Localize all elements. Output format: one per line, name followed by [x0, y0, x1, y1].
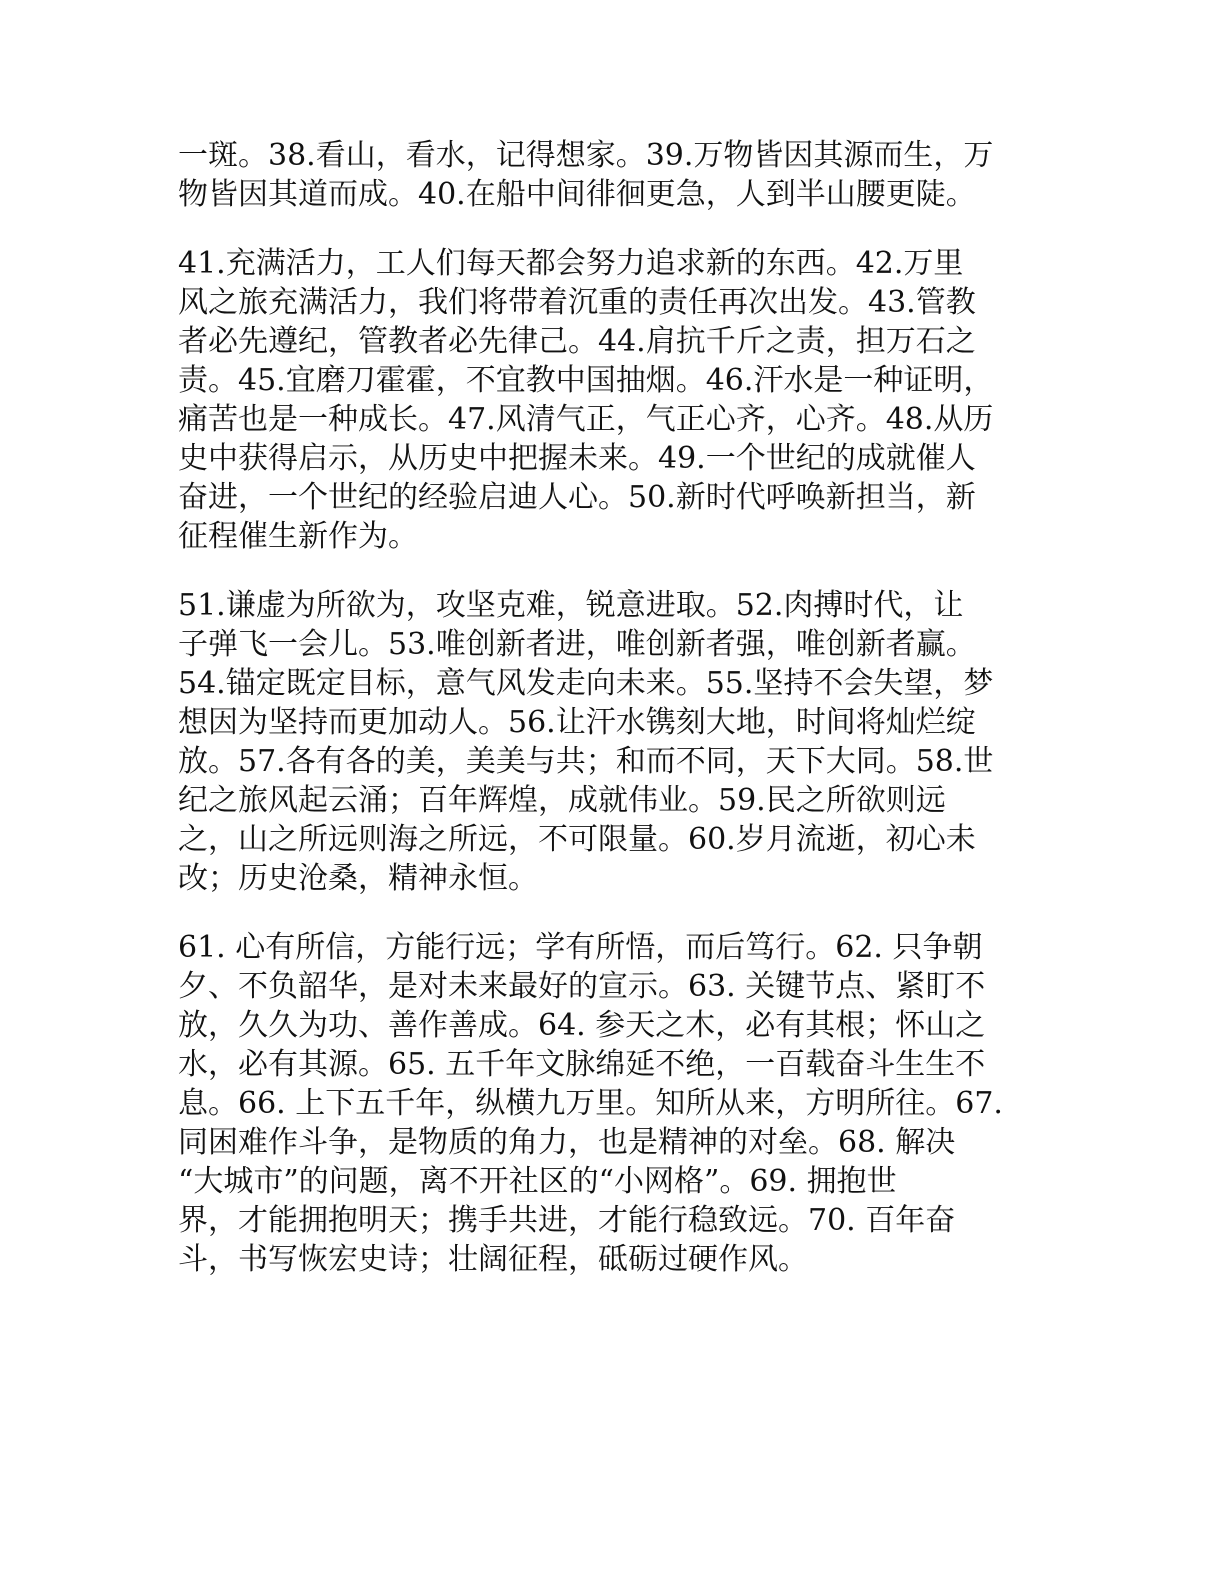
document-body — [178, 136, 1048, 1309]
text-line: 风之旅充满活力，我们将带着沉重的责任再次出发。43.管教 — [178, 285, 976, 320]
text-line: “大城市”的问题，离不开社区的“小网格”。69. 拥抱世 — [178, 1164, 897, 1199]
text-line: 物皆因其道而成。40.在船中间徘徊更急，人到半山腰更陡。 — [178, 177, 976, 212]
text-line: 责。45.宜磨刀霍霍，不宜教中国抽烟。46.汗水是一种证明， — [178, 363, 994, 398]
text-line: 41.充满活力，工人们每天都会努力追求新的东西。42.万里 — [178, 246, 964, 281]
text-line: 夕、不负韶华，是对未来最好的宣示。63. 关键节点、紧盯不 — [178, 969, 986, 1004]
text-line: 史中获得启示，从历史中把握未来。49.一个世纪的成就催人 — [178, 441, 976, 476]
text-line: 斗，书写恢宏史诗；壮阔征程，砥砺过硬作风。 — [178, 1242, 808, 1277]
text-line: 征程催生新作为。 — [178, 519, 418, 554]
paragraph-4 — [178, 928, 1048, 1279]
paragraph-3 — [178, 586, 1048, 898]
text-line: 54.锚定既定目标，意气风发走向未来。55.坚持不会失望，梦 — [178, 666, 994, 701]
text-line: 同困难作斗争，是物质的角力，也是精神的对垒。68. 解决 — [178, 1125, 956, 1160]
text-line: 51.谦虚为所欲为，攻坚克难，锐意进取。52.肉搏时代，让 — [178, 588, 964, 623]
text-line: 61. 心有所信，方能行远；学有所悟，而后笃行。62. 只争朝 — [178, 930, 983, 965]
text-line: 息。66. 上下五千年，纵横九万里。知所从来，方明所往。67. — [178, 1086, 1003, 1121]
paragraph-2 — [178, 244, 1048, 556]
text-line: 想因为坚持而更加动人。56.让汗水镌刻大地，时间将灿烂绽 — [178, 705, 976, 740]
text-line: 一斑。38.看山，看水，记得想家。39.万物皆因其源而生，万 — [178, 138, 994, 173]
paragraph-1 — [178, 136, 1048, 214]
text-line: 子弹飞一会儿。53.唯创新者进，唯创新者强，唯创新者赢。 — [178, 627, 976, 662]
text-line: 放，久久为功、善作善成。64. 参天之木，必有其根；怀山之 — [178, 1008, 986, 1043]
text-line: 之，山之所远则海之所远，不可限量。60.岁月流逝，初心未 — [178, 822, 976, 857]
text-line: 水，必有其源。65. 五千年文脉绵延不绝，一百载奋斗生生不 — [178, 1047, 986, 1082]
text-line: 纪之旅风起云涌；百年辉煌，成就伟业。59.民之所欲则远 — [178, 783, 946, 818]
text-line: 界，才能拥抱明天；携手共进，才能行稳致远。70. 百年奋 — [178, 1203, 956, 1238]
text-line: 痛苦也是一种成长。47.风清气正，气正心齐，心齐。48.从历 — [178, 402, 994, 437]
text-line: 放。57.各有各的美，美美与共；和而不同，天下大同。58.世 — [178, 744, 994, 779]
text-line: 改；历史沧桑，精神永恒。 — [178, 861, 538, 896]
text-line: 奋进，一个世纪的经验启迪人心。50.新时代呼唤新担当，新 — [178, 480, 976, 515]
text-line: 者必先遵纪，管教者必先律己。44.肩抗千斤之责，担万石之 — [178, 324, 976, 359]
